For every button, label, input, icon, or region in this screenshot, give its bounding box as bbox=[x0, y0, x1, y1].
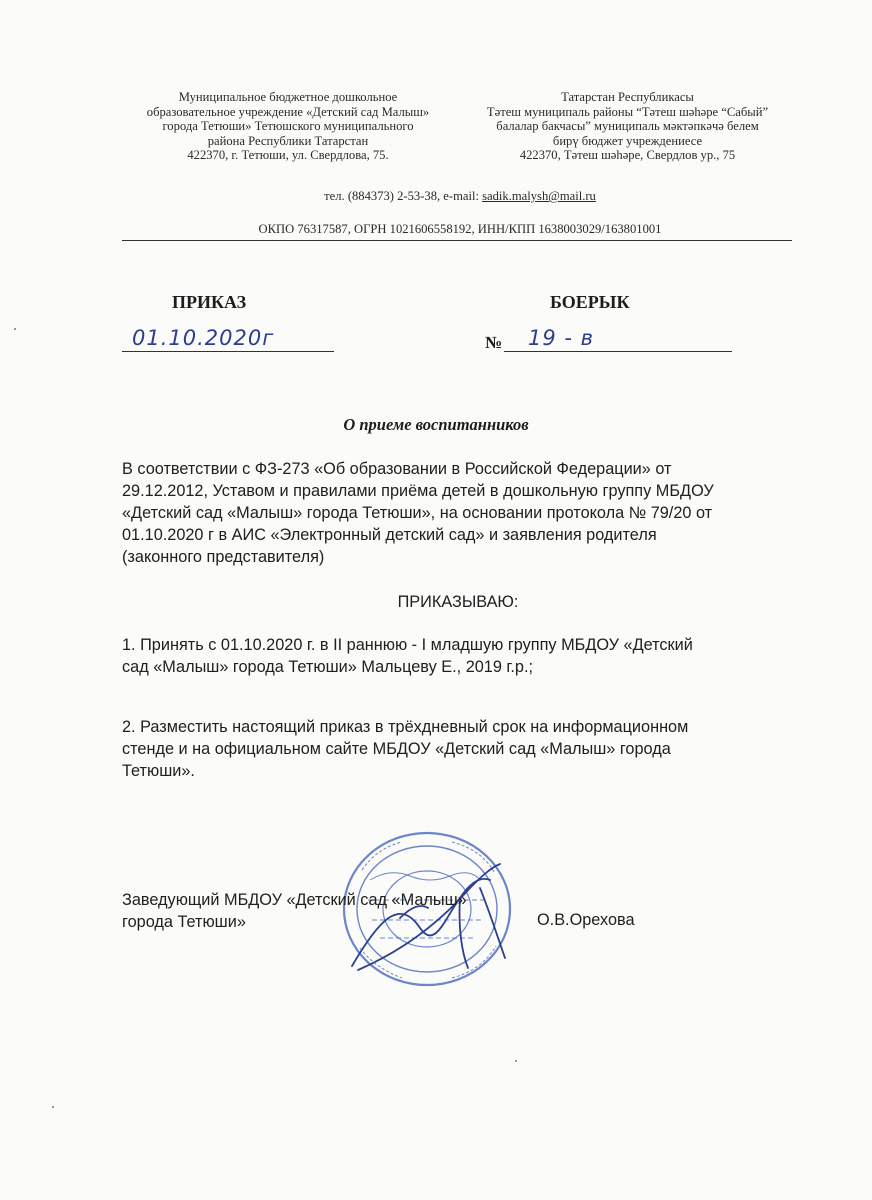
intro-line: «Детский сад «Малыш» города Тетюши», на основании протокола № 79/20 от bbox=[122, 504, 713, 522]
intro-line: 01.10.2020 г в АИС «Электронный детский сад» и заявления родителя bbox=[122, 526, 657, 544]
header-left-line: района Республики Татарстан bbox=[207, 133, 369, 148]
scan-speck bbox=[515, 1060, 517, 1062]
header-left-line: образовательное учреждение «Детский сад Малыш» bbox=[146, 104, 430, 119]
intro-line: (законного представителя) bbox=[122, 548, 325, 566]
number-sign: № bbox=[485, 333, 503, 352]
order-item-2 bbox=[122, 716, 688, 782]
email-link[interactable]: sadik.malysh@mail.ru bbox=[482, 189, 596, 203]
date-underline bbox=[122, 351, 334, 352]
header-right-line: Татарстан Республикасы bbox=[561, 90, 694, 104]
order-title-ru: ПРИКАЗ bbox=[172, 292, 247, 312]
item-line: Тетюши». bbox=[122, 762, 195, 780]
header-right-tt bbox=[455, 90, 800, 163]
scan-speck bbox=[14, 328, 16, 330]
intro-paragraph bbox=[122, 458, 714, 568]
header-divider bbox=[122, 240, 792, 241]
header-right-line: Тәтеш муниципаль районы “Тәтеш шәһәре “Сабый” bbox=[486, 104, 769, 119]
contacts-phone: тел. (884373) 2-53-38, e-mail: bbox=[324, 189, 483, 203]
item-line: 2. Разместить настоящий приказ в трёхдневный срок на информационном bbox=[122, 718, 689, 736]
intro-line: В соответствии с ФЗ-273 «Об образовании в Российской Федерации» от bbox=[122, 460, 672, 478]
item-line: стенде и на официальном сайте МБДОУ «Детский сад «Малыш» города bbox=[122, 740, 671, 758]
header-left-line: 422370, г. Тетюши, ул. Свердлова, 75. bbox=[187, 148, 389, 163]
header-right-line: 422370, Тәтеш шәһәре, Свердлов ур., 75 bbox=[519, 148, 736, 163]
header-right-line: балалар бакчасы” муниципаль мәктәпкәчә белем bbox=[496, 119, 759, 134]
handwritten-date: 01.10.2020г bbox=[132, 326, 275, 350]
signatory-position bbox=[122, 889, 467, 933]
registration-codes: ОКПО 76317587, ОГРН 1021606558192, ИНН/КПП 1638003029/163801001 bbox=[258, 222, 662, 236]
header-left-ru bbox=[118, 90, 458, 163]
order-title-tt: БОЕРЫК bbox=[550, 292, 630, 312]
item-line: 1. Принять с 01.10.2020 г. в II раннюю - I младшую группу МБДОУ «Детский bbox=[122, 636, 693, 654]
header-left-line: Муниципальное бюджетное дошкольное bbox=[178, 90, 398, 104]
header-left-line: города Тетюши» Тетюшского муниципального bbox=[162, 119, 414, 134]
scan-speck bbox=[52, 1106, 54, 1108]
signatory-line: города Тетюши» bbox=[122, 913, 246, 931]
item-line: сад «Малыш» города Тетюши» Мальцеву Е., 2019 г.р.; bbox=[122, 658, 534, 676]
header-right-line: бирү бюджет учреждениесе bbox=[552, 133, 703, 148]
signatory-line: Заведующий МБДОУ «Детский сад «Малыш» bbox=[122, 891, 467, 909]
order-directive: ПРИКАЗЫВАЮ: bbox=[397, 593, 519, 611]
order-item-1 bbox=[122, 634, 693, 678]
order-subject: О приеме воспитанников bbox=[343, 415, 529, 434]
contacts-line bbox=[120, 189, 800, 204]
intro-line: 29.12.2012, Уставом и правилами приёма детей в дошкольную группу МБДОУ bbox=[122, 482, 714, 500]
number-underline bbox=[504, 351, 732, 352]
signatory-name: О.В.Орехова bbox=[537, 911, 635, 929]
handwritten-order-number: 19 - в bbox=[528, 326, 595, 350]
